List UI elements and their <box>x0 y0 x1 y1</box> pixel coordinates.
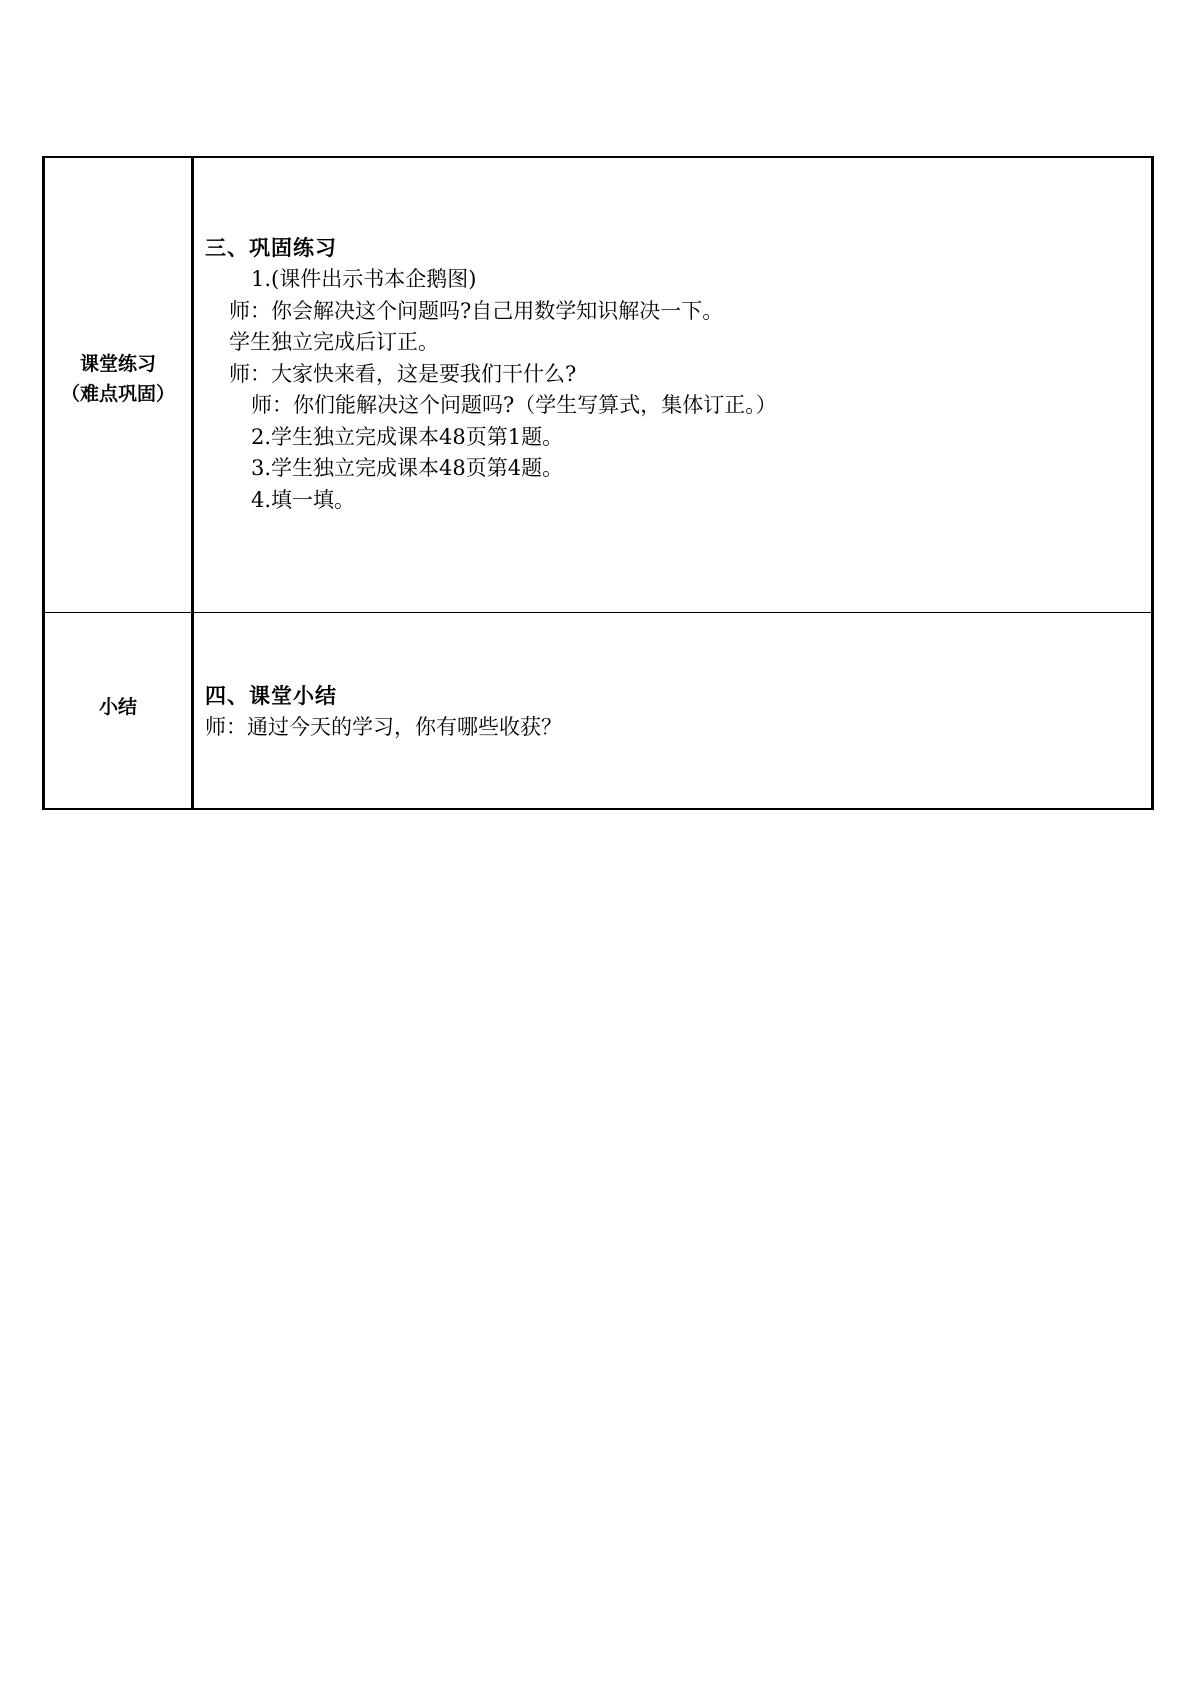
practice-row <box>45 158 1151 612</box>
summary-line: 师：通过今天的学习，你有哪些收获？ <box>205 715 562 739</box>
practice-line: 4.填一填。 <box>251 487 356 512</box>
practice-line: 1.(课件出示书本企鹅图) <box>251 267 477 291</box>
practice-line: 学生独立完成后订正。 <box>229 330 439 354</box>
practice-label-cell <box>45 158 194 612</box>
summary-label-cell <box>45 613 194 808</box>
practice-line: 3.学生独立完成课本48页第4题。 <box>251 456 564 480</box>
summary-content-cell <box>194 613 1151 808</box>
summary-row <box>45 612 1151 808</box>
summary-label: 小结 <box>98 695 137 718</box>
practice-line: 师：你们能解决这个问题吗?（学生写算式，集体订正。） <box>251 393 777 417</box>
practice-content-cell <box>194 158 1151 612</box>
practice-label-title: 课堂练习 <box>79 353 156 375</box>
practice-label-subtitle: （难点巩固） <box>60 383 175 405</box>
summary-heading: 四、课堂小结 <box>205 684 337 708</box>
lesson-plan-table <box>42 156 1154 810</box>
practice-line: 师：你会解决这个问题吗?自己用数学知识解决一下。 <box>229 298 724 323</box>
practice-heading: 三、巩固练习 <box>205 236 337 260</box>
practice-line: 2.学生独立完成课本48页第1题。 <box>251 424 564 449</box>
practice-line: 师：大家快来看，这是要我们干什么? <box>229 361 577 386</box>
